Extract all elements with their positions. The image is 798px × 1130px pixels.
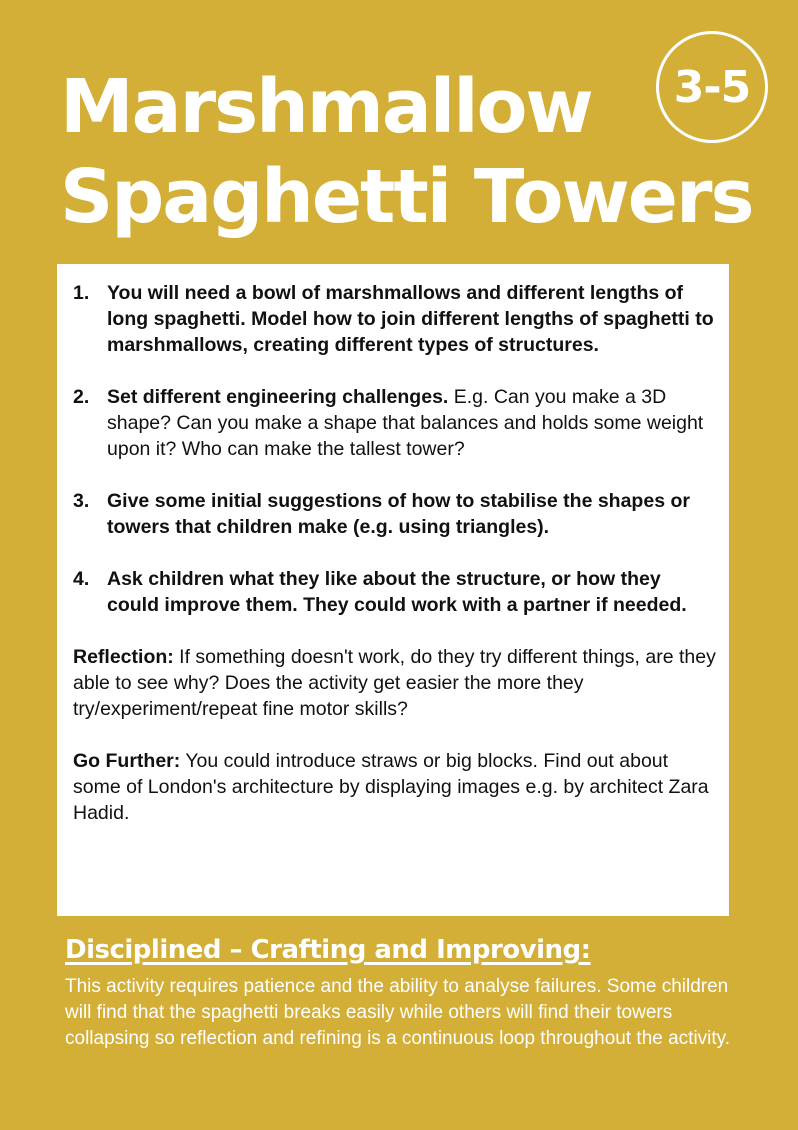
step-number: 4. (73, 568, 90, 590)
disciplined-section (65, 932, 735, 1052)
go-further-label: Go Further: (73, 750, 181, 772)
page-title-line-1: Marshmallow (60, 64, 592, 150)
disciplined-heading: Disciplined – Crafting and Improving: (65, 935, 591, 965)
step-bold-text: Ask children what they like about the structure, or how they could improve them. They could work with a partner if needed. (107, 568, 687, 616)
go-further-text: You could introduce straws or big blocks. Find out about some of London's architecture by displaying images e.g. by architect Zara Hadid. (73, 750, 709, 824)
reflection-label: Reflection: (73, 646, 174, 668)
age-range-badge: 3-5 (656, 31, 768, 143)
step-item (73, 384, 717, 462)
step-number: 3. (73, 490, 90, 512)
reflection-text: If something doesn't work, do they try different things, are they able to see why? Does the activity get easier the more they try/experiment/repeat fine motor skills? (73, 646, 716, 720)
disciplined-body: This activity requires patience and the ability to analyse failures. Some children will find that the spaghetti breaks easily while others will find their towers collapsing so reflection and refining is a continuous loop throughout the activity. (65, 976, 731, 1049)
step-bold-text: You will need a bowl of marshmallows and different lengths of long spaghetti. Model how to join different lengths of spaghetti to marshmallows, creating different types of structures. (107, 282, 714, 356)
step-bold-text: Set different engineering challenges. (107, 386, 449, 408)
step-item (73, 488, 717, 540)
instructions-card (57, 264, 729, 916)
step-item (73, 566, 717, 618)
page-title-line-2: Spaghetti Towers (60, 154, 753, 240)
go-further-paragraph (73, 748, 717, 826)
step-text: E.g. Can you make a 3D shape? Can you make a shape that balances and holds some weight upon it? Who can make the tallest tower? (107, 386, 704, 460)
step-number: 2. (73, 386, 90, 408)
page-title (60, 62, 753, 242)
step-item (73, 280, 717, 358)
step-bold-text: Give some initial suggestions of how to stabilise the shapes or towers that children make (e.g. using triangles). (107, 490, 690, 538)
steps-list (73, 280, 717, 618)
step-number: 1. (73, 282, 90, 304)
reflection-paragraph (73, 644, 717, 722)
